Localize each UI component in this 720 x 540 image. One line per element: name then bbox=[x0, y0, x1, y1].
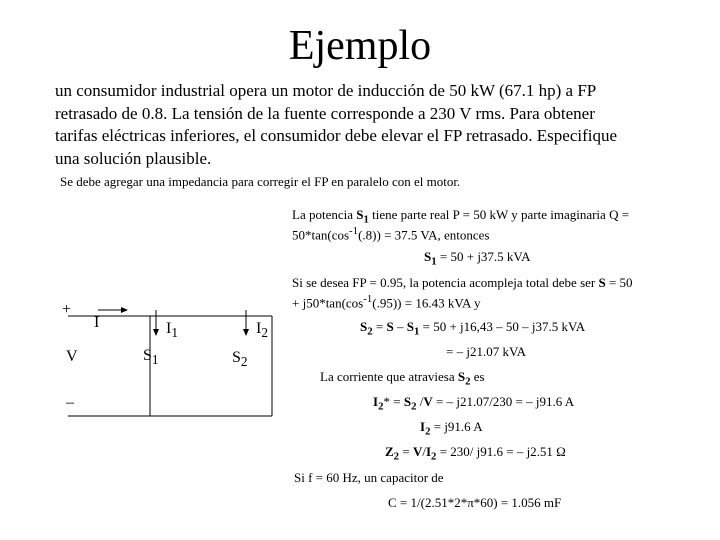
s2-equation: $S_2 = S - S_1 = 50 + j16,43 - 50 - j37.5$ kVA bbox=[360, 319, 586, 338]
voltage-label: V bbox=[66, 348, 78, 365]
current-arrow-head bbox=[121, 307, 128, 313]
s1-label: $S_1$ bbox=[143, 347, 159, 368]
s1-equation: $S_1 = 50 + j37.5$ kVA bbox=[424, 249, 531, 268]
frequency-line: Si f = 60 Hz, un capacitor de bbox=[294, 470, 444, 485]
capacitor-equation: C = 1/(2.51*2*π*60) = 1.056 mF bbox=[388, 495, 562, 510]
s1-intro-line2: $50*\tan(\cos^{-1}(.8)) = 37.5$ VA, entonces bbox=[292, 225, 490, 243]
fp-line1: Si se desea FP = 0.95, la potencia acompleja total debe ser S = 50 bbox=[292, 275, 633, 290]
solution-note: Se debe agregar una impedancia para corregir el FP en paralelo con el motor. bbox=[60, 174, 461, 189]
s1-intro-line1: La potencia $S_1$ tiene parte real P = 50 kW y parte imaginaria Q = bbox=[292, 207, 630, 226]
s2-label: $S_2$ bbox=[232, 349, 248, 370]
current-intro: La corriente que atraviesa $S_2$ es bbox=[320, 369, 485, 388]
problem-line: un consumidor industrial opera un motor de inducción de 50 kW (67.1 hp) a FP bbox=[55, 81, 597, 100]
problem-line: una solución plausible. bbox=[55, 148, 212, 168]
problem-line: tarifas eléctricas inferiores, el consumidor debe elevar el FP retrasado. Especifique bbox=[55, 126, 618, 145]
z2-equation: $Z_2 = V/I_2 = 230/$ j91.6 = – j2.51 Ω bbox=[385, 444, 566, 463]
minus-terminal: – bbox=[66, 394, 74, 411]
problem-line: retrasado de 0.8. La tensión de la fuente corresponde a 230 V rms. Para obtener bbox=[55, 103, 595, 123]
s2-result: = – j21.07 kVA bbox=[446, 344, 527, 359]
plus-terminal: + bbox=[62, 301, 72, 318]
fp-line2: + $j50*\tan(\cos^{-1}(.95)) = 16.43$ kVA y bbox=[292, 293, 481, 311]
i2-arrow-head bbox=[243, 329, 249, 336]
i2-equation: $I_2 = j91.6$ A bbox=[420, 419, 483, 438]
page-title: Ejemplo bbox=[288, 23, 432, 69]
i1-arrow-head bbox=[153, 329, 159, 336]
i2-conjugate-equation: $I_2* = S_2$ /V = – j21.07/230 = – j91.6 A bbox=[373, 394, 575, 413]
current-label: I bbox=[94, 314, 100, 331]
i1-label: $I_1$ bbox=[166, 320, 178, 341]
i2-label: $I_2$ bbox=[256, 320, 268, 341]
